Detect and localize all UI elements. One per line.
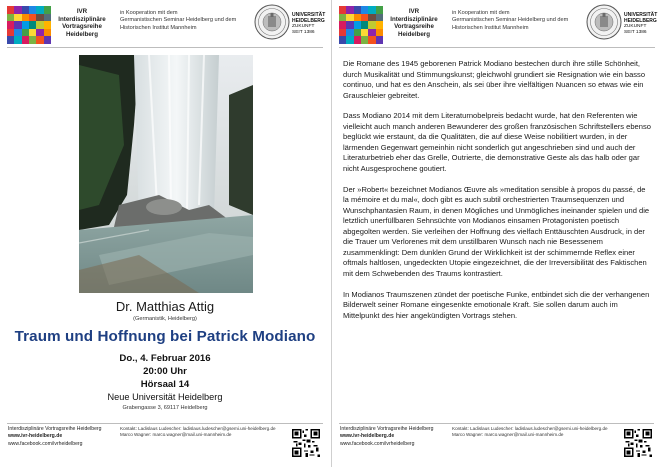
logo-tile — [7, 29, 14, 37]
logo-tile — [36, 36, 43, 44]
logo-tile — [7, 21, 14, 29]
logo-tile — [22, 36, 29, 44]
logo-tile — [29, 36, 36, 44]
logo-tile — [14, 29, 21, 37]
uni-line: SEIT 1386 — [292, 29, 315, 35]
event-time: 20:00 Uhr — [143, 366, 187, 377]
ivr-line: IVR — [408, 8, 420, 15]
logo-tile — [346, 21, 353, 29]
logo-tile — [7, 14, 14, 22]
abstract-paragraph: Dass Modiano 2014 mit dem Literaturnobelpreis bedacht wurde, hat den Referenten wie vielleicht auch manch anderen Bewunderer des großen französischen Schriftstellers ebenso beglückt wie erstaunt, da die Qualitäten, die auf diese Weise nobilitiert wurden, in der lärmenden Gegenwart gemeinhin nicht sonderlich gut angeschrieben sind und auch der Literaturbetrieb eher das Grelle, Outrierte, die demonstrative Geste als das halb oder gar nicht Ausgesprochene goutiert. — [343, 111, 651, 173]
footer-contact — [120, 426, 285, 438]
uni-line: SEIT 1386 — [624, 29, 647, 35]
logo-tile — [22, 14, 29, 22]
abstract-paragraph: Der »Robert« bezeichnet Modianos Œuvre als »meditation sensible à propos du passé, de la mémoire et du mal«, doch gibt es auch subtil orchestrierten Traumsequenzen und Wunschphantasien Raum, in denen Mögliches und Unmögliches ineinander spielen und die letztlich unerfüllbaren Sehnsüchte von Modianos einsamen Protagonisten poetisch abgegolten werden. Sie verleihen der Hoffnung des vielfach Enttäuschten Ausdruck, in der die Trauer um Verlorenes mit dem unstillbaren Wunsch nach nie Besessenem zusammenklingt: Dem dunklen Grund der Wirklichkeit ist der schimmernde Reflex einer oftmals haltlosen, ungedeckten Utopie eingezeichnet, die der Irreversibilität des Faktischen mit dem Schwebenden des Traums kontrastiert. — [343, 184, 650, 278]
logo-tile — [376, 6, 383, 14]
logo-tile — [368, 21, 375, 29]
ivr-line: Vortragsreihe — [62, 23, 102, 30]
cooperation-note — [120, 10, 250, 32]
logo-tile — [339, 29, 346, 37]
logo-tile — [346, 6, 353, 14]
logo-tile — [36, 21, 43, 29]
contact-line: Kontakt: Ladislaus Ludescher: ladislaus.ludescher@gsemi.uni-heidelberg.de — [120, 426, 276, 431]
ivr-line: Interdisziplinäre — [58, 15, 106, 23]
uni-line: ZUKUNFT — [624, 24, 647, 30]
uni-line: HEIDELBERG — [292, 17, 325, 24]
logo-tile — [339, 14, 346, 22]
university-wordmark — [624, 13, 661, 35]
logo-tile — [44, 29, 51, 37]
logo-tile — [44, 6, 51, 14]
university-wordmark — [292, 13, 330, 35]
uni-line: HEIDELBERG — [624, 17, 657, 24]
logo-tile — [14, 21, 21, 29]
logo-tile — [354, 6, 361, 14]
uni-line: ZUKUNFT — [292, 24, 315, 30]
footer-website-link[interactable]: www.ivr-heidelberg.de — [340, 433, 395, 440]
koop-line: Germanistischen Seminar Heidelberg und dem — [452, 17, 569, 24]
contact-line: Kontakt: Ladislaus Ludescher: ladislaus.ludescher@gsemi.uni-heidelberg.de — [452, 426, 608, 431]
logo-tile — [29, 29, 36, 37]
logo-tile — [361, 36, 368, 44]
koop-line: in Kooperation mit dem — [452, 10, 510, 16]
footer-website-link[interactable]: www.ivr-heidelberg.de — [8, 433, 63, 440]
uni-line: UNIVERSITÄT — [624, 12, 658, 18]
ivr-line: Vortragsreihe — [394, 23, 434, 30]
logo-tile — [7, 6, 14, 14]
koop-line: Historischen Institut Mannheim — [452, 24, 529, 31]
footer-divider — [7, 423, 323, 424]
logo-tile — [44, 14, 51, 22]
logo-tile — [368, 36, 375, 44]
logo-tile — [36, 29, 43, 37]
koop-line: Historischen Institut Mannheim — [120, 24, 197, 31]
logo-tile — [376, 36, 383, 44]
ivr-logo-grid — [339, 6, 383, 44]
logo-tile — [339, 36, 346, 44]
logo-tile — [44, 21, 51, 29]
university-seal-icon — [254, 4, 290, 40]
ivr-line: Heidelberg — [398, 30, 430, 38]
logo-tile — [361, 21, 368, 29]
ivr-logo-grid — [7, 6, 51, 44]
ivr-line: Interdisziplinäre — [390, 15, 438, 23]
abstract-text — [343, 59, 651, 332]
event-address: Grabengasse 3, 69117 Heidelberg — [122, 405, 208, 411]
flyer-front-page — [0, 0, 330, 467]
footer-divider — [339, 423, 654, 424]
speaker-name: Dr. Matthias Attig — [115, 299, 215, 314]
footer-facebook-link[interactable]: www.facebook.com/ivrheidelberg — [340, 440, 415, 447]
logo-tile — [14, 6, 21, 14]
contact-line: Marco Wagner: marco.wagner@mail.uni-mannheim.de — [120, 432, 232, 438]
footer-contact — [452, 426, 617, 438]
logo-tile — [361, 29, 368, 37]
logo-tile — [36, 14, 43, 22]
university-seal-icon — [586, 4, 622, 40]
logo-tile — [339, 21, 346, 29]
logo-tile — [346, 14, 353, 22]
event-venue: Neue Universität Heidelberg — [107, 392, 223, 402]
logo-tile — [14, 36, 21, 44]
logo-tile — [376, 21, 383, 29]
contact-line: Marco Wagner: marco.wagner@mail.uni-mannheim.de — [452, 432, 564, 438]
logo-tile — [346, 29, 353, 37]
logo-tile — [368, 14, 375, 22]
qr-code-icon — [292, 429, 320, 457]
header-divider — [339, 47, 655, 48]
ivr-logo-text — [53, 8, 111, 38]
talk-title: Traum und Hoffnung bei Patrick Modiano — [14, 328, 316, 345]
ivr-line: Heidelberg — [66, 30, 98, 38]
logo-tile — [376, 29, 383, 37]
logo-tile — [376, 14, 383, 22]
koop-line: in Kooperation mit dem — [120, 10, 178, 16]
abstract-paragraph: In Modianos Traumszenen zündet der poetische Funke, entbindet sich die der verhangenen Bilderwelt seiner Romane eingesenkte emotionale Kraft. Sie sollen darum auch im Mittelpunkt des hier angekündigten Vortrags stehen. — [343, 289, 650, 320]
logo-tile — [368, 6, 375, 14]
logo-tile — [354, 36, 361, 44]
event-date: Do., 4. Februar 2016 — [119, 353, 211, 364]
logo-tile — [354, 21, 361, 29]
abstract-paragraph: Die Romane des 1945 geborenen Patrick Modiano bestechen durch ihre stille Schönheit, durch Musikalität und Stimmungskunst; gleichwohl grundiert sie Resignation wie ein basso continuo, und hat es den Anschein, als sei über ihre vielfältigen Nuancen so etwas wie ein Grauschleier gebreitet. — [343, 59, 646, 100]
logo-tile — [368, 29, 375, 37]
logo-tile — [339, 6, 346, 14]
logo-tile — [7, 36, 14, 44]
footer-org-name: Interdisziplinäre Vortragsreihe Heidelberg — [340, 426, 434, 432]
ivr-line: IVR — [76, 8, 88, 15]
logo-tile — [361, 14, 368, 22]
uni-line: UNIVERSITÄT — [292, 12, 326, 18]
logo-tile — [346, 36, 353, 44]
logo-tile — [14, 14, 21, 22]
ivr-logo-text — [385, 8, 443, 38]
logo-tile — [354, 14, 361, 22]
logo-tile — [361, 6, 368, 14]
header — [332, 0, 661, 48]
flyer-back-page — [331, 0, 661, 467]
waterfall-photo — [79, 55, 253, 293]
logo-tile — [44, 36, 51, 44]
logo-tile — [22, 29, 29, 37]
cooperation-note — [452, 10, 582, 32]
footer-org-name: Interdisziplinäre Vortragsreihe Heidelberg — [8, 426, 102, 432]
header-divider — [7, 47, 323, 48]
koop-line: Germanistischen Seminar Heidelberg und dem — [120, 17, 237, 24]
speaker-affiliation: (Germanistik, Heidelberg) — [133, 316, 197, 322]
footer-org — [340, 426, 450, 448]
footer-org — [8, 426, 118, 448]
logo-tile — [22, 6, 29, 14]
logo-tile — [29, 14, 36, 22]
logo-tile — [29, 21, 36, 29]
logo-tile — [22, 21, 29, 29]
qr-code-icon — [624, 429, 652, 457]
logo-tile — [354, 29, 361, 37]
footer-facebook-link[interactable]: www.facebook.com/ivrheidelberg — [8, 440, 83, 447]
logo-tile — [36, 6, 43, 14]
logo-tile — [29, 6, 36, 14]
event-room: Hörsaal 14 — [140, 379, 190, 390]
header — [0, 0, 330, 48]
